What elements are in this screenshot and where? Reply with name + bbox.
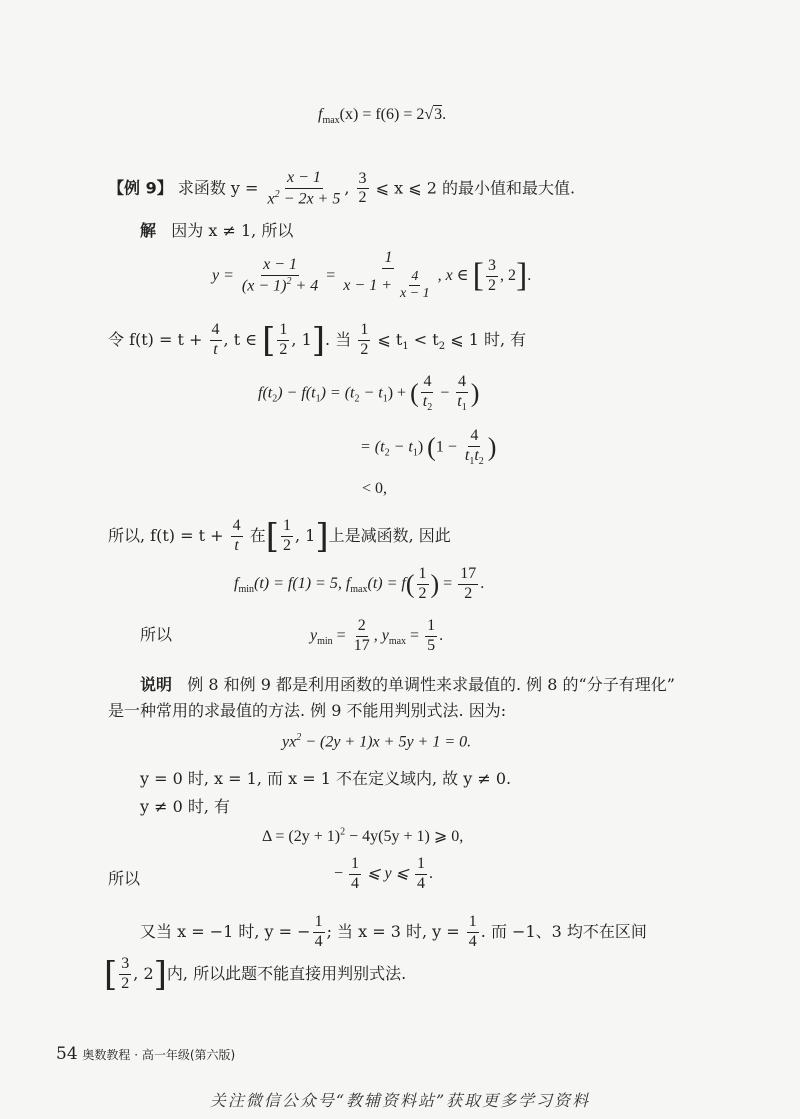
fraction: $\frac{1}{5}$ (427, 617, 436, 654)
ymin-ymax-line: 所以 (140, 625, 173, 644)
less-than-zero: < 0, (362, 480, 388, 497)
interval-conclusion-line: [ $\frac{3}{2}$ , 2]内, 所以此题不能直接用判别式法. (104, 954, 407, 995)
fraction: $\frac{4}{t_1}$ (457, 373, 467, 413)
fraction: $\frac{1}{4}$ (416, 855, 425, 892)
y-range-inequality: − $\frac{1}{4}$ ⩽ y ⩽ $\frac{1}{4}$ . (334, 855, 433, 892)
fraction: 1 x − 1 + $\frac{4}{x - 1}$ (343, 249, 430, 302)
solution-label: 解 (140, 221, 157, 240)
fraction: $\frac{4}{t_2}$ (422, 373, 433, 413)
difference-equation: $f(t_2) - f(t_1) = (t_2 - t_1)$ + ( $\frac{4}{t_2}$ − $\frac{4}{t_1}$ ) (258, 373, 480, 413)
fraction: $\frac{4}{x - 1}$ (400, 268, 430, 302)
fraction: $\frac{1}{2}$ (282, 517, 291, 554)
fmax-result-line: $f_{max}(x) = f(6) = 2√3$. (318, 106, 447, 127)
fraction: $\frac{1}{2}$ (418, 565, 427, 602)
page-footer (56, 1044, 235, 1064)
fraction: $\frac{3}{2}$ (121, 955, 130, 992)
fraction: $\frac{4}{t}$ (211, 321, 220, 358)
fraction: $\frac{1}{4}$ (468, 913, 477, 950)
range-label: 所以 (108, 869, 141, 888)
fraction: $\frac{4}{t}$ (232, 517, 241, 554)
fraction: $\frac{17}{2}$ (460, 565, 477, 602)
ymin-ymax-equation: $y_{min}$ = $\frac{2}{17}$ , $y_{max}$ = $\frac{1}{5}$ . (310, 617, 444, 654)
case-y-zero: y = 0 时, x = 1, 而 x = 1 不在定义域内, 故 y ≠ 0. (140, 769, 512, 788)
equation-y: y = $\frac{x - 1}{(x - 1)^2 + 4}$ = 1 x − 1 + $\frac{4}{x - 1}$ , x ∈ [ $\frac{3}{2}$ , 2]. (212, 249, 532, 302)
fraction: $\frac{1}{2}$ (279, 321, 288, 358)
define-ft-line: 令 f(t) = t + $\frac{4}{t}$ , t ∈ [ $\frac{1}{2}$ , 1]. 当 $\frac{1}{2}$ ⩽ $t_1 < t_2$ ⩽ 1 时, 有 (108, 320, 527, 361)
case-y-nonzero: y ≠ 0 时, 有 (140, 797, 231, 816)
discriminant-equation: $\Delta = (2y + 1)^2 - 4y(5y + 1)$ ⩾ 0, (262, 826, 464, 845)
watermark-text: 关注微信公众号“教辅资料站”获取更多学习资料 (209, 1091, 591, 1110)
example-9-line: 【例 9】 求函数 y = $\frac{x - 1}{x^2 - 2x + 5}$ , $\frac{3}{2}$ ⩽ x ⩽ 2 的最小值和最大值. (108, 169, 576, 208)
fraction: $\frac{x - 1}{x^2 - 2x + 5}$ (267, 169, 341, 208)
fraction: $\frac{2}{17}$ (353, 617, 370, 654)
decreasing-conclusion-line: 所以, f(t) = t + $\frac{4}{t}$ 在[ $\frac{1}{2}$ , 1]上是减函数, 因此 (108, 516, 451, 557)
remark-label: 说明 (140, 675, 173, 694)
fraction: $\frac{3}{2}$ (358, 169, 367, 207)
factored-equation: = $(t_2 - t_1) (1$ − $\frac{4}{t_1t_2}$ ) (360, 427, 497, 467)
example-label: 【例 9】 (108, 178, 173, 198)
fraction: $\frac{1}{4}$ (351, 855, 360, 892)
remark-line-1: 说明 例 8 和例 9 都是利用函数的单调性来求最值的. 例 8 的“分子有理化” (140, 675, 675, 694)
solution-line: 解 因为 x ≠ 1, 所以 (140, 221, 294, 240)
fraction: $\frac{x - 1}{(x - 1)^2 + 4}$ (241, 256, 319, 295)
fmin-fmax-equation: $f_{min}(t) = f(1) = 5$, $f_{max}(t) = f$( $\frac{1}{2}$ ) = $\frac{17}{2}$ . (234, 565, 485, 602)
book-title: 奥数教程 · 高一年级(第六版) (82, 1048, 236, 1062)
quadratic-equation: $yx^2 - (2y + 1)x + 5y + 1 = 0$. (282, 732, 472, 751)
fraction: $\frac{1}{2}$ (360, 321, 369, 358)
remark-line-2: 是一种常用的求最值的方法. 例 9 不能用判别式法. 因为: (108, 701, 507, 720)
fraction: $\frac{4}{t_1t_2}$ (464, 427, 484, 467)
fraction: $\frac{1}{4}$ (314, 913, 323, 950)
page-number: 54 (56, 1044, 78, 1064)
counterexample-line: 又当 x = −1 时, y = − $\frac{1}{4}$ ; 当 x = 3 时, y = $\frac{1}{4}$ . 而 −1、3 均不在区间 (140, 913, 647, 950)
fraction: $\frac{3}{2}$ (487, 256, 496, 294)
